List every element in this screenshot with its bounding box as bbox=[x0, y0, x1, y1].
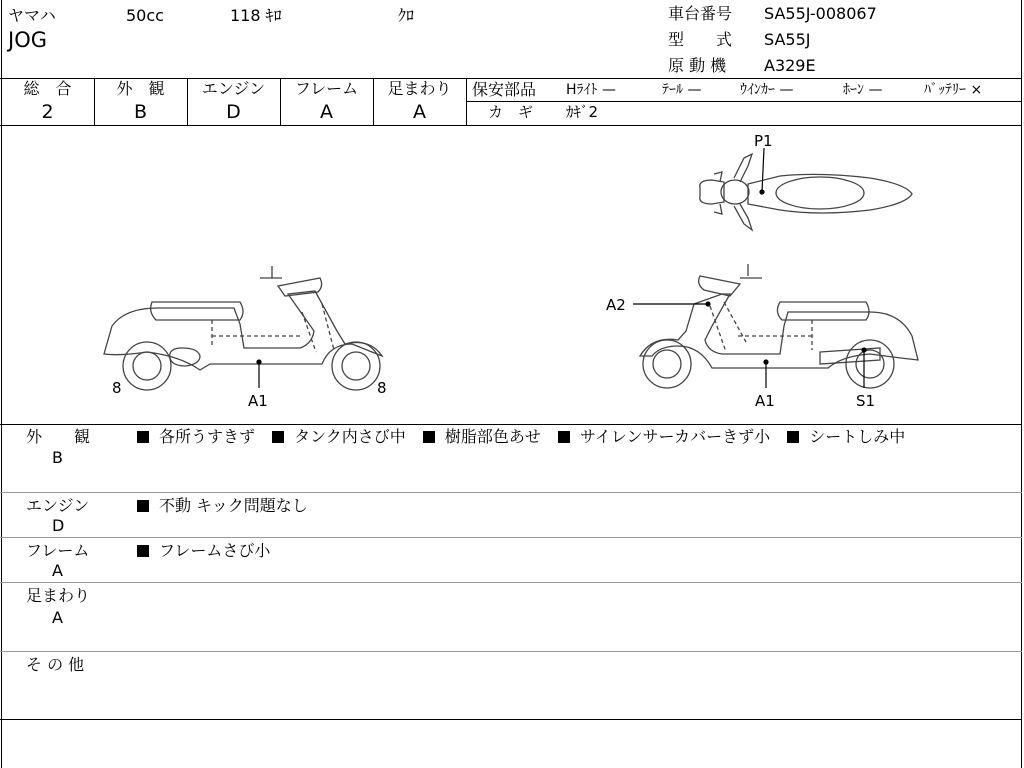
safety-item-winker: ｳｲﾝｶｰ — bbox=[740, 82, 794, 98]
safety-item-battery: ﾊﾞｯﾃﾘｰ × bbox=[924, 82, 983, 98]
engine-label: 原 動 機 bbox=[668, 56, 727, 75]
mileage: 118 ｷﾛ bbox=[230, 6, 282, 25]
section-line bbox=[0, 651, 1022, 652]
exterior-defects bbox=[137, 429, 917, 445]
frame-defects bbox=[137, 543, 282, 559]
section-line bbox=[0, 424, 1022, 425]
section-grade-suspension: A bbox=[52, 608, 63, 627]
label-left-a1: A1 bbox=[248, 392, 268, 410]
engine-defects bbox=[137, 498, 320, 514]
section-line bbox=[0, 719, 1022, 720]
damage-diagram bbox=[0, 126, 1022, 424]
section-grade-engine: D bbox=[52, 516, 65, 535]
frame-number-label: 車台番号 bbox=[668, 4, 733, 23]
type-value: SA55J bbox=[764, 30, 811, 49]
safety-item-horn: ﾎｰﾝ — bbox=[843, 82, 883, 98]
section-line bbox=[0, 537, 1022, 538]
scooter-left-side-view bbox=[104, 266, 382, 390]
scooter-top-view bbox=[700, 154, 912, 230]
section-label-engine: エンジン bbox=[26, 496, 90, 515]
label-right-a1: A1 bbox=[755, 392, 775, 410]
displacement: 50cc bbox=[126, 6, 164, 25]
section-line bbox=[0, 582, 1022, 583]
defect-item: タンク内さび中 bbox=[294, 427, 406, 446]
safety-mid-line bbox=[466, 101, 1022, 102]
section-label-suspension: 足まわり bbox=[26, 586, 91, 605]
safety-item-tail: ﾃｰﾙ — bbox=[662, 82, 702, 98]
defect-item: 樹脂部色あせ bbox=[444, 427, 541, 446]
scooter-right-side-view bbox=[640, 264, 918, 388]
defect-item: 不動 キック問題なし bbox=[159, 496, 308, 515]
section-grade-frame: A bbox=[52, 561, 63, 580]
label-s1: S1 bbox=[856, 392, 876, 410]
grade-header-overall: 総 合 bbox=[23, 79, 72, 98]
section-grade-exterior: B bbox=[52, 448, 63, 467]
section-label-other: そ の 他 bbox=[26, 655, 85, 674]
grade-header-engine: エンジン bbox=[201, 79, 266, 98]
defect-item: シートしみ中 bbox=[809, 427, 906, 446]
grade-value-frame: A bbox=[320, 101, 333, 123]
defect-item: フレームさび小 bbox=[159, 541, 271, 560]
label-front-tire: 8 bbox=[112, 379, 122, 397]
section-label-exterior: 外 観 bbox=[26, 427, 91, 446]
label-a2: A2 bbox=[606, 296, 626, 314]
model-name: JOG bbox=[8, 28, 47, 52]
label-p1: P1 bbox=[754, 132, 773, 150]
grade-value-engine: D bbox=[226, 101, 241, 123]
key-label: カ ギ bbox=[488, 103, 534, 121]
grade-header-frame: フレーム bbox=[294, 79, 359, 98]
color: ｸﾛ bbox=[398, 6, 415, 25]
defect-item: 各所うすきず bbox=[159, 427, 256, 446]
grade-header-exterior: 外 観 bbox=[116, 79, 165, 98]
grade-value-overall: 2 bbox=[41, 101, 54, 123]
engine-value: A329E bbox=[764, 56, 816, 75]
grade-value-suspension: A bbox=[413, 101, 426, 123]
type-label: 型 式 bbox=[668, 30, 733, 49]
section-label-frame: フレーム bbox=[26, 541, 90, 560]
safety-label: 保安部品 bbox=[472, 80, 537, 99]
safety-item-headlight: Hﾗｲﾄ — bbox=[566, 82, 616, 98]
grade-value-exterior: B bbox=[133, 101, 148, 123]
maker: ヤマハ bbox=[8, 6, 56, 25]
section-line bbox=[0, 492, 1022, 493]
defect-item: サイレンサーカバーきず小 bbox=[580, 427, 771, 446]
label-rear-tire: 8 bbox=[377, 379, 387, 397]
grade-header-suspension: 足まわり bbox=[387, 79, 452, 98]
frame-number: SA55J-008067 bbox=[764, 4, 877, 23]
key-value: ｶｷﾞ2 bbox=[566, 103, 599, 121]
